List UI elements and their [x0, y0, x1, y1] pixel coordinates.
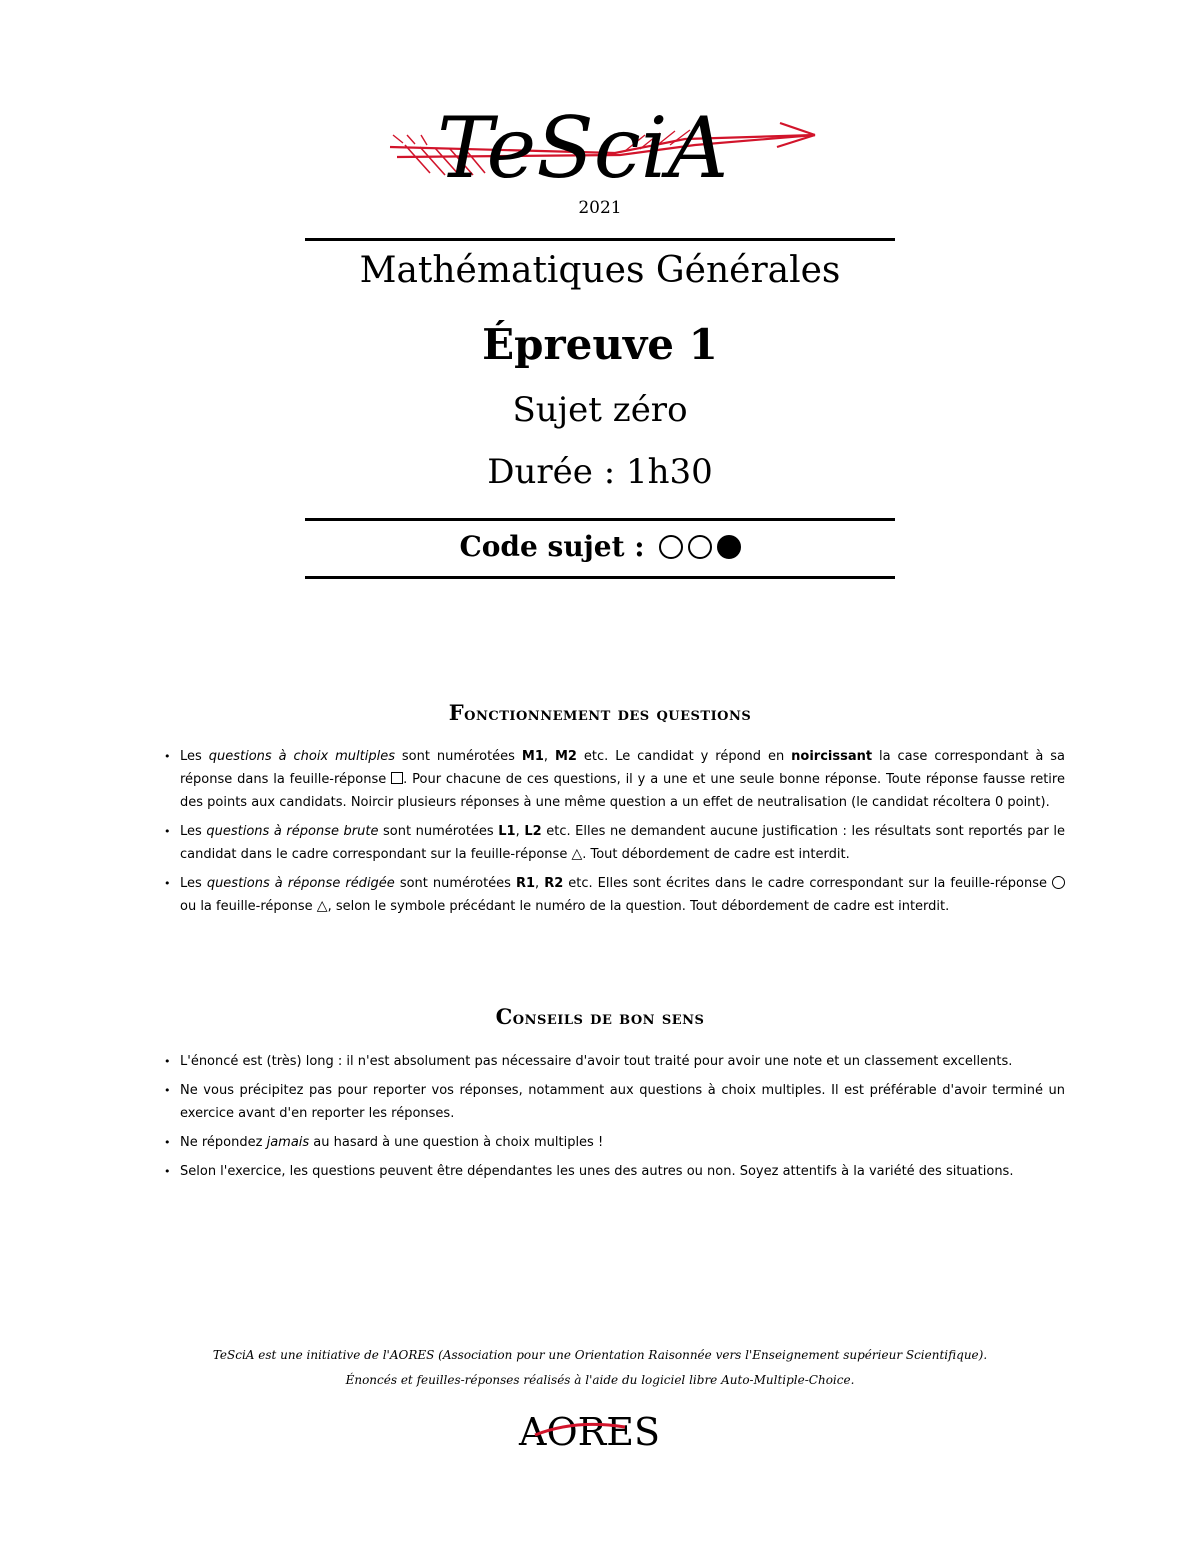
advice-list	[160, 1050, 1065, 1189]
subject-code	[0, 530, 1200, 563]
list-item: • Ne vous précipitez pas pour reporter vos réponses, notamment aux questions à choix multiples. Il est préférable d'avoir terminé un exercice avant d'en reporter les réponses.	[160, 1079, 1065, 1125]
logo-wordmark: TeSciA	[437, 99, 729, 195]
list-item: • Les questions à réponse rédigée sont numérotées R1, R2 etc. Elles sont écrites dans le cadre correspondant sur la feuille-réponse ou la feuille-réponse △, selon le symbole précédant le numéro de la question. Tout débordement de cadre est interdit.	[160, 872, 1065, 918]
list-item: • Selon l'exercice, les questions peuvent être dépendantes les unes des autres ou non. Soyez attentifs à la variété des situations.	[160, 1160, 1065, 1183]
triangle-icon: △	[571, 846, 583, 862]
code-circle-empty-icon	[659, 535, 683, 559]
square-icon	[391, 772, 403, 784]
top-rule	[305, 238, 895, 241]
footer-line-1: TeSciA est une initiative de l'AORES (Association pour une Orientation Raisonnée vers l'Enseignement supérieur Scientifique).	[212, 1348, 988, 1362]
middle-rule	[305, 518, 895, 521]
subject-code-label: Code sujet :	[459, 530, 645, 563]
bottom-rule	[305, 576, 895, 579]
section-title-fonctionnement: Fonctionnement des questions	[448, 700, 752, 725]
questions-list	[160, 745, 1065, 924]
circle-icon	[1052, 876, 1065, 889]
aores-wordmark: AORES	[519, 1410, 660, 1454]
duration-label: Durée : 1h30	[487, 452, 713, 492]
sujet-label: Sujet zéro	[512, 390, 688, 430]
list-item: • Les questions à réponse brute sont numérotées L1, L2 etc. Elles ne demandent aucune justification : les résultats sont reportés par le candidat dans le cadre correspondant sur la feuille-réponse △. Tout débordement de cadre est interdit.	[160, 820, 1065, 866]
subject-title: Mathématiques Générales	[359, 250, 841, 291]
code-circle-filled-icon	[717, 535, 741, 559]
list-item: • Ne répondez jamais au hasard à une question à choix multiples !	[160, 1131, 1065, 1154]
section-title-conseils: Conseils de bon sens	[495, 1004, 705, 1029]
tescia-logo	[385, 95, 825, 195]
year: 2021	[578, 198, 622, 218]
list-item: • L'énoncé est (très) long : il n'est absolument pas nécessaire d'avoir tout traité pour avoir une note et un classement excellents.	[160, 1050, 1065, 1073]
aores-logo	[515, 1405, 685, 1455]
triangle-icon: △	[316, 898, 328, 914]
list-item: • Les questions à choix multiples sont numérotées M1, M2 etc. Le candidat y répond en noircissant la case correspondant à sa réponse dans la feuille-réponse . Pour chacune de ces questions, il y a une et une seule bonne réponse. Toute réponse fausse retire des points aux candidats. Noircir plusieurs réponses à une même question a un effet de neutralisation (le candidat récoltera 0 point).	[160, 745, 1065, 814]
epreuve-title: Épreuve 1	[482, 320, 718, 369]
footer-line-2: Énoncés et feuilles-réponses réalisés à l'aide du logiciel libre Auto-Multiple-Choice.	[345, 1373, 855, 1387]
code-circle-empty-icon	[688, 535, 712, 559]
